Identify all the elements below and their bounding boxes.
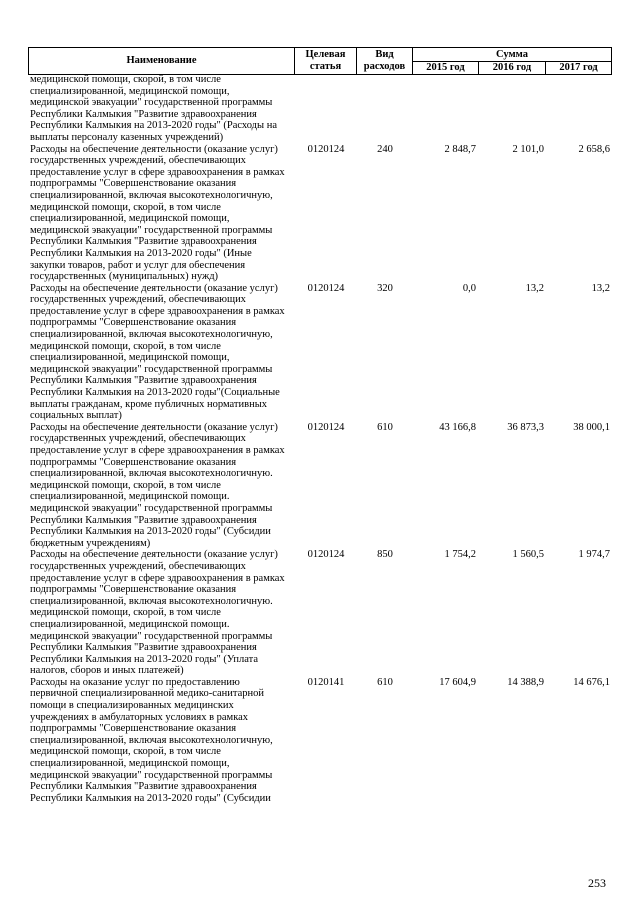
row-name: Расходы на обеспечение деятельности (оказание услуг) государственных учреждений, обеспечивающих предоставление услуг в сфере здравоохранения в рамках подпрограммы "Совершенствование оказания специализированной, включая высокотехнологичную, медицинской помощи, скорой, в том числе специализированной, медицинской помощи, медицинской эвакуации" государственной программы Республики Калмыкия "Развитие здравоохранения Республики Калмыкия на 2013-2020 годы" (Иные закупки товаров, работ и услуг для обеспечения государственных (муниципальных) нужд): [30, 143, 285, 283]
row-type: 320: [377, 282, 393, 294]
header-target: Целевая статья: [295, 48, 357, 75]
table-header: [28, 47, 612, 75]
row-2017: 14 676,1: [573, 676, 610, 688]
header-year-2017: 2017 год: [546, 62, 612, 75]
row-name: Расходы на оказание услуг по предоставлению первичной специализированной медико-санитарной помощи в специализированных медицинских учреждениях в амбулаторных условиях в рамках подпрограммы "Совершенствование оказания специализированной, включая высокотехнологичную, медицинской помощи, скорой, в том числе специализированной, медицинской помощи, медицинской эвакуации" государственной программы Республики Калмыкия "Развитие здравоохранения Республики Калмыкия на 2013-2020 годы" (Субсидии: [30, 676, 273, 804]
row-code: 0120124: [307, 143, 345, 155]
row-2016: 14 388,9: [507, 676, 544, 688]
row-2017: 38 000,1: [573, 421, 610, 433]
row-2016: 13,2: [525, 282, 544, 294]
row-name: Расходы на обеспечение деятельности (оказание услуг) государственных учреждений, обеспечивающих предоставление услуг в сфере здравоохранения в рамках подпрограммы "Совершенствование оказания специализированной, включая высокотехнологичную. медицинской помощи, скорой, в том числе специализированной, медицинской помощи. медицинской эвакуации" государственной программы Республики Калмыкия "Развитие здравоохранения Республики Калмыкия на 2013-2020 годы" (Субсидии бюджетным учреждениям): [30, 421, 285, 549]
row-type: 610: [377, 676, 393, 688]
row-2015: 17 604,9: [439, 676, 476, 688]
page-number: 253: [588, 876, 606, 890]
table-row: [28, 144, 611, 283]
row-code: 0120124: [307, 421, 345, 433]
row-2016: 2 101,0: [512, 143, 544, 155]
row-2017: 1 974,7: [578, 549, 610, 561]
table-row: [28, 283, 611, 422]
row-type: 610: [377, 421, 393, 433]
header-sum: Сумма: [413, 48, 612, 62]
row-2015: 43 166,8: [439, 421, 476, 433]
table-row: [28, 677, 611, 805]
header-year-2016: 2016 год: [479, 62, 546, 75]
row-name: Расходы на обеспечение деятельности (оказание услуг) государственных учреждений, обеспечивающих предоставление услуг в сфере здравоохранения в рамках подпрограммы "Совершенствование оказания специализированной, включая высокотехнологичную, медицинской помощи, скорой, в том числе специализированной, медицинской помощи, медицинской эвакуации" государственной программы Республики Калмыкия "Развитие здравоохранения Республики Калмыкия на 2013-2020 годы"(Социальные выплаты гражданам, кроме публичных нормативных социальных выплат): [30, 282, 285, 422]
row-name: медицинской помощи, скорой, в том числе специализированной, медицинской помощи, медицинской эвакуации" государственной программы Республики Калмыкия "Развитие здравоохранения Республики Калмыкия на 2013-2020 годы" (Расходы на выплаты персоналу казенных учреждений): [30, 74, 277, 143]
row-code: 0120141: [307, 676, 345, 688]
row-2015: 0,0: [462, 282, 476, 294]
row-type: 240: [377, 143, 393, 155]
row-2017: 2 658,6: [578, 143, 610, 155]
row-2016: 1 560,5: [512, 549, 544, 561]
row-2015: 1 754,2: [444, 549, 476, 561]
row-2016: 36 873,3: [507, 421, 544, 433]
table-row: [28, 74, 611, 144]
row-name: Расходы на обеспечение деятельности (оказание услуг) государственных учреждений, обеспечивающих предоставление услуг в сфере здравоохранения в рамках подпрограммы "Совершенствование оказания специализированной, включая высокотехнологичную. медицинской помощи, скорой, в том числе специализированной, медицинской помощи. медицинской эвакуации" государственной программы Республики Калмыкия "Развитие здравоохранения Республики Калмыкия на 2013-2020 годы" (Уплата налогов, сборов и иных платежей): [30, 549, 285, 677]
table-row: [28, 549, 611, 677]
table-row: [28, 422, 611, 550]
row-code: 0120124: [307, 549, 345, 561]
table-body: [28, 74, 611, 804]
header-name: Наименование: [29, 48, 295, 75]
row-2015: 2 848,7: [444, 143, 476, 155]
header-year-2015: 2015 год: [413, 62, 479, 75]
row-type: 850: [377, 549, 393, 561]
header-type: Вид расходов: [357, 48, 413, 75]
row-code: 0120124: [307, 282, 345, 294]
row-2017: 13,2: [591, 282, 610, 294]
